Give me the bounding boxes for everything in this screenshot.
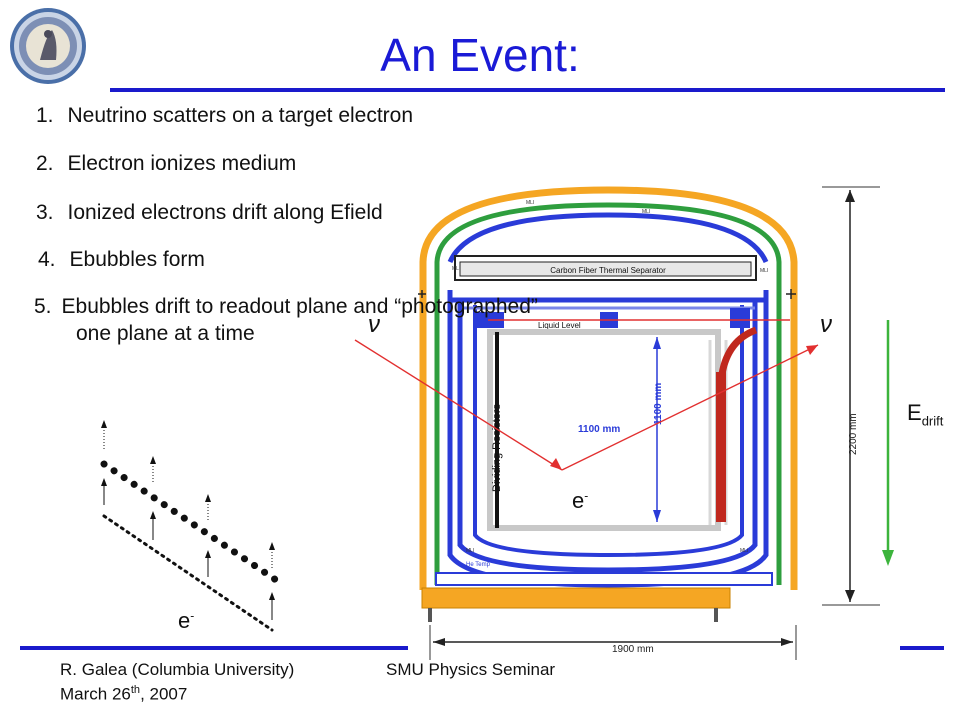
- neutrino-symbol-right: ν: [820, 311, 832, 338]
- step-4-number: 4.: [38, 248, 56, 271]
- e-drift-label: [907, 400, 943, 428]
- step-3-text: Ionized electrons drift along Efield: [67, 201, 383, 224]
- step-5: [34, 295, 538, 319]
- electron-letter: e: [572, 488, 585, 513]
- width-total-label: 1900 mm: [612, 644, 654, 655]
- mli-label: MLI: [740, 548, 749, 554]
- footer-event: SMU Physics Seminar: [386, 660, 556, 679]
- mli-label: MLI: [526, 200, 535, 206]
- electron-letter: e: [178, 608, 191, 633]
- electron-label-illustration: [178, 608, 194, 634]
- step-4-text: Ebubbles form: [69, 248, 205, 271]
- dividing-resistors-label: Dividing Resistors: [491, 403, 503, 492]
- mli-label: MLI: [452, 266, 461, 272]
- mli-label: MLI: [642, 209, 651, 215]
- step-5-continuation: one plane at a time: [76, 322, 255, 345]
- e-drift-subscript: drift: [921, 413, 944, 429]
- step-3-number: 3.: [36, 201, 54, 224]
- footer-date-main: March 26: [60, 684, 131, 704]
- separator-label: Carbon Fiber Thermal Separator: [550, 266, 666, 275]
- footer-rule-right: [900, 646, 944, 650]
- footer-rule-left: [20, 646, 408, 650]
- e-drift-letter: E: [907, 400, 922, 425]
- height-total-label: 2200 mm: [848, 413, 859, 455]
- inner-width-label: 1100 mm: [578, 424, 621, 435]
- electron-charge: -: [584, 488, 589, 503]
- electron-charge: -: [190, 608, 195, 623]
- liquid-level-label: Liquid Level: [538, 321, 581, 330]
- neutrino-symbol-left: ν: [368, 311, 380, 338]
- step-1-text: Neutrino scatters on a target electron: [67, 104, 414, 127]
- footer-date-year: , 2007: [140, 684, 188, 704]
- mli-label: MLI: [760, 268, 769, 274]
- step-2-number: 2.: [36, 152, 54, 175]
- footer-date: [60, 684, 187, 705]
- mli-label: MLI: [466, 548, 475, 554]
- step-5-text: Ebubbles drift to readout plane and “photographed”: [61, 295, 538, 318]
- step-2-text: Electron ionizes medium: [67, 152, 297, 175]
- header-rule: [110, 88, 945, 92]
- he-temp-label: He Temp: [466, 562, 490, 568]
- step-1-number: 1.: [36, 104, 54, 127]
- footer-author: R. Galea (Columbia University): [60, 660, 295, 679]
- footer-date-sup: th: [130, 684, 141, 696]
- page-title: An Event:: [380, 29, 580, 81]
- ebubble-illustration: [101, 420, 276, 630]
- step-5-number: 5.: [34, 295, 52, 318]
- electron-label-detector: [572, 488, 588, 514]
- inner-height-label: 1100 mm: [653, 382, 664, 425]
